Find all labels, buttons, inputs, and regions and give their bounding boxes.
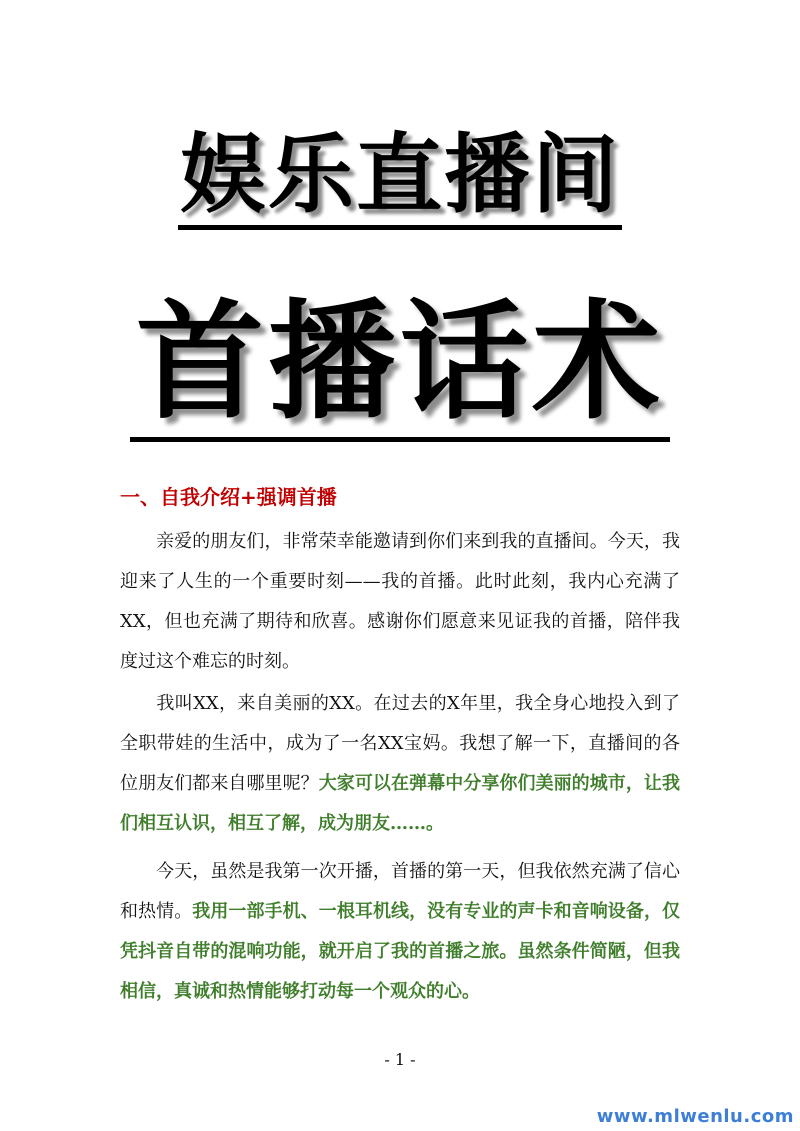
paragraph-2-highlight: 大家可以在弹幕中分享你们美丽的城市，让我们相互认识，相互了解，成为朋友……。: [120, 773, 680, 834]
paragraph-2-text: 我叫XX，来自美丽的XX。在过去的X年里，我全身心地投入到了全职带娃的生活中，成为了一名XX宝妈。我想了解一下，直播间的各位朋友们都来自哪里呢？: [120, 693, 680, 794]
title-line-2: [0, 288, 800, 438]
paragraph-3-highlight: 我用一部手机、一根耳机线，没有专业的声卡和音响设备，仅凭抖音自带的混响功能，就开启了我的首播之旅。虽然条件简陋，但我相信，真诚和热情能够打动每一个观众的心。: [120, 901, 681, 1002]
paragraph-first-stream: [120, 852, 680, 1012]
paragraph-intro: [120, 522, 680, 682]
paragraph-3-text: 今天，虽然是我第一次开播，首播的第一天，但我依然充满了信心和热情。: [120, 861, 680, 922]
page-number: - 1 -: [384, 1050, 416, 1069]
paragraph-self-intro: [120, 684, 680, 844]
section-heading: 一、自我介绍+强调首播: [120, 485, 337, 509]
title-line-1-text: 娱乐直播间: [178, 125, 622, 230]
paragraph-1-text: 亲爱的朋友们，非常荣幸能邀请到你们来到我的直播间。今天，我迎来了人生的一个重要时刻——我的首播。此时此刻，我内心充满了XX，但也充满了期待和欣喜。感谢你们愿意来见证我的首播，陪伴我度过这个难忘的时刻。: [120, 531, 680, 672]
title-line-1: [0, 120, 800, 230]
title-line-2-text: 首播话术: [130, 288, 670, 442]
watermark: www.mlwenlu.com: [596, 1106, 794, 1127]
